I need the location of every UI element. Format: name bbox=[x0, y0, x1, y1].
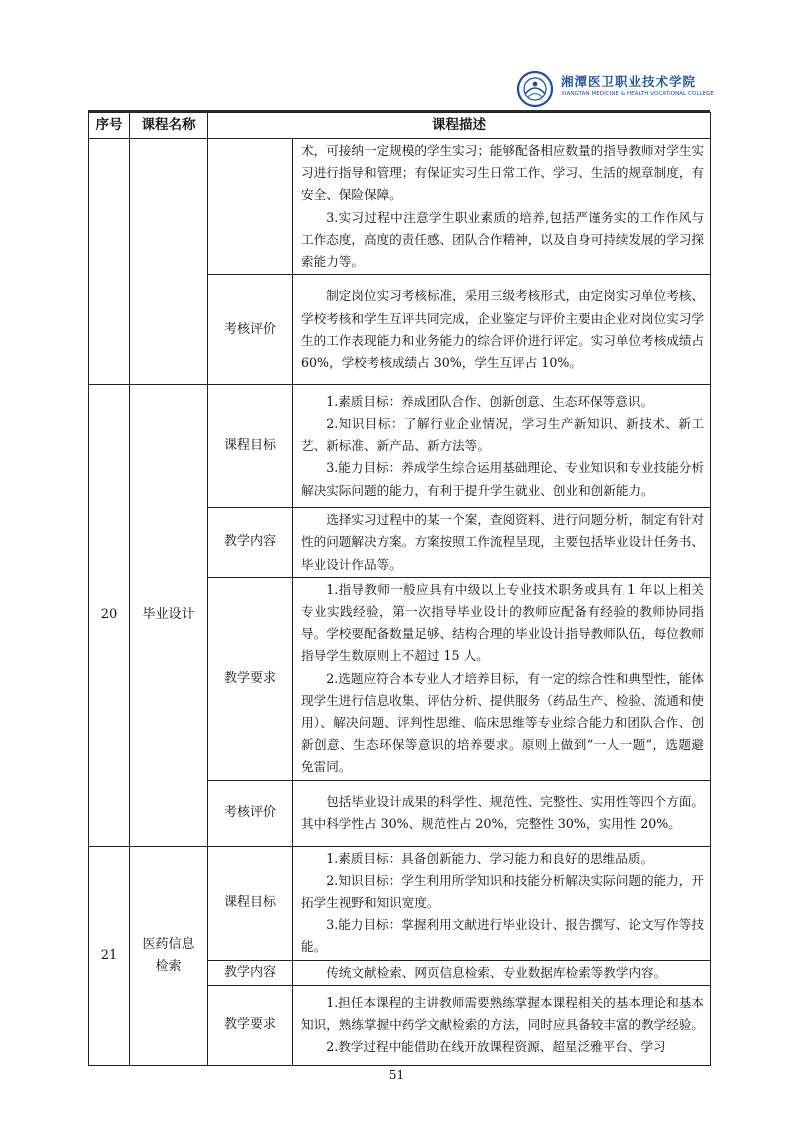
desc-paragraph: 传统文献检索、网页信息检索、专业数据库检索等教学内容。 bbox=[326, 964, 667, 980]
cell-subitem: 考核评价 bbox=[208, 780, 293, 846]
page-header bbox=[0, 0, 793, 112]
cell-course-name bbox=[130, 139, 208, 385]
cell-subitem: 考核评价 bbox=[208, 275, 293, 385]
course-name-text: 医药信息检索 bbox=[142, 936, 195, 974]
cell-course-name bbox=[130, 846, 208, 1065]
header-course-name: 课程名称 bbox=[130, 113, 208, 139]
cell-subitem: 课程目标 bbox=[208, 846, 293, 960]
cell-subitem: 课程目标 bbox=[208, 385, 293, 508]
cell-subitem: 教学要求 bbox=[208, 985, 293, 1065]
school-name-cn: 湘潭医卫职业技术学院 bbox=[561, 74, 697, 89]
table-row bbox=[89, 846, 711, 960]
desc-paragraph: 1.素质目标：具备创新能力、学习能力和良好的思维品质。 bbox=[326, 850, 654, 866]
page-number: 51 bbox=[388, 1068, 405, 1082]
desc-paragraph: 1.担任本课程的主讲教师需要熟练掌握本课程相关的基本理论和基本知识，熟练掌握中药学文献检索的方法，同时应具备较丰富的教学经验。 bbox=[301, 995, 704, 1033]
desc-paragraph: 选择实习过程中的某一个案，查阅资料、进行问题分析，制定有针对性的问题解决方案。方案按照工作流程呈现，主要包括毕业设计任务书、毕业设计作品等。 bbox=[301, 512, 704, 572]
desc-paragraph: 1.指导教师一般应具有中级以上专业技术职务或具有 1 年以上相关专业实践经验，第一次指导毕业设计的教师应配备有经验的教师协同指导。学校要配备数量足够、结构合理的毕业设计指导教师队伍，每位教师指导学生数原则上不超过 15 人。 bbox=[301, 581, 704, 664]
desc-paragraph: 制定岗位实习考核标准，采用三级考核形式，由定岗实习单位考核、学校考核和学生互评共同完成，企业鉴定与评价主要由企业对岗位实习学生的工作表现能力和业务能力的综合评价进行评定。实习单位考核成绩占 60%，学校考核成绩占 30%，学生互评占 10%。 bbox=[301, 288, 704, 370]
cell-subitem: 教学内容 bbox=[208, 960, 293, 985]
cell-description bbox=[293, 508, 711, 578]
table-row bbox=[89, 385, 711, 508]
desc-paragraph: 2.教学过程中能借助在线开放课程资源、超星泛雅平台、学习 bbox=[326, 1039, 666, 1055]
table-row bbox=[89, 139, 711, 275]
cell-number: 20 bbox=[89, 385, 130, 846]
cell-description bbox=[293, 577, 711, 780]
desc-paragraph: 1.素质目标：养成团队合作、创新创意、生态环保等意识。 bbox=[326, 393, 654, 409]
desc-paragraph: 2.知识目标：学生利用所学知识和技能分析解决实际问题的能力，开拓学生视野和知识宽度。 bbox=[301, 872, 704, 911]
cell-course-name: 毕业设计 bbox=[130, 385, 208, 846]
cell-subitem: 教学内容 bbox=[208, 508, 293, 578]
cell-description bbox=[293, 139, 711, 275]
desc-paragraph: 术，可接纳一定规模的学生实习；能够配备相应数量的指导教师对学生实习进行指导和管理；有保证实习生日常工作、学习、生活的规章制度，有安全、保险保障。 bbox=[301, 143, 704, 203]
cell-subitem: 教学要求 bbox=[208, 577, 293, 780]
desc-paragraph: 2.选题应符合本专业人才培养目标，有一定的综合性和典型性，能体现学生进行信息收集、评估分析、提供服务（药品生产、检验、流通和使用）、解决问题、评判性思维、临床思维等专业综合能力和团队合作、创新创意、生态环保等意识的培养要求。原则上做到“一人一题”，选题避免雷同。 bbox=[301, 670, 704, 775]
school-logo bbox=[515, 70, 715, 110]
cell-description bbox=[293, 846, 711, 960]
school-name-en: XIANGTAN MEDICINE & HEALTH VOCATIONAL COLLEGE bbox=[561, 91, 714, 97]
desc-paragraph: 3.能力目标：掌握利用文献进行毕业设计、报告撰写、论文写作等技能。 bbox=[301, 917, 704, 955]
cell-description bbox=[293, 985, 711, 1065]
header-number: 序号 bbox=[89, 113, 130, 139]
desc-paragraph: 3.实习过程中注意学生职业素质的培养,包括严谨务实的工作作风与工作态度，高度的责任感、团队合作精神，以及自身可持续发展的学习探索能力等。 bbox=[301, 209, 704, 270]
desc-paragraph: 2.知识目标：了解行业企业情况，学习生产新知识、新技术、新工艺、新标准、新产品、新方法等。 bbox=[301, 415, 704, 454]
header-course-description: 课程描述 bbox=[208, 113, 711, 139]
cell-number: 21 bbox=[89, 846, 130, 1065]
course-table bbox=[88, 112, 711, 1066]
school-emblem-icon bbox=[515, 70, 557, 108]
table-header-row bbox=[89, 113, 711, 139]
cell-description bbox=[293, 960, 711, 985]
cell-description bbox=[293, 780, 711, 846]
cell-description bbox=[293, 385, 711, 508]
cell-subitem bbox=[208, 139, 293, 275]
cell-description bbox=[293, 275, 711, 385]
desc-paragraph: 3.能力目标：养成学生综合运用基础理论、专业知识和专业技能分析解决实际问题的能力，有利于提升学生就业、创业和创新能力。 bbox=[301, 460, 704, 498]
desc-paragraph: 包括毕业设计成果的科学性、规范性、完整性、实用性等四个方面。其中科学性占 30%、规范性占 20%，完整性 30%，实用性 20%。 bbox=[301, 793, 704, 832]
cell-number bbox=[89, 139, 130, 385]
